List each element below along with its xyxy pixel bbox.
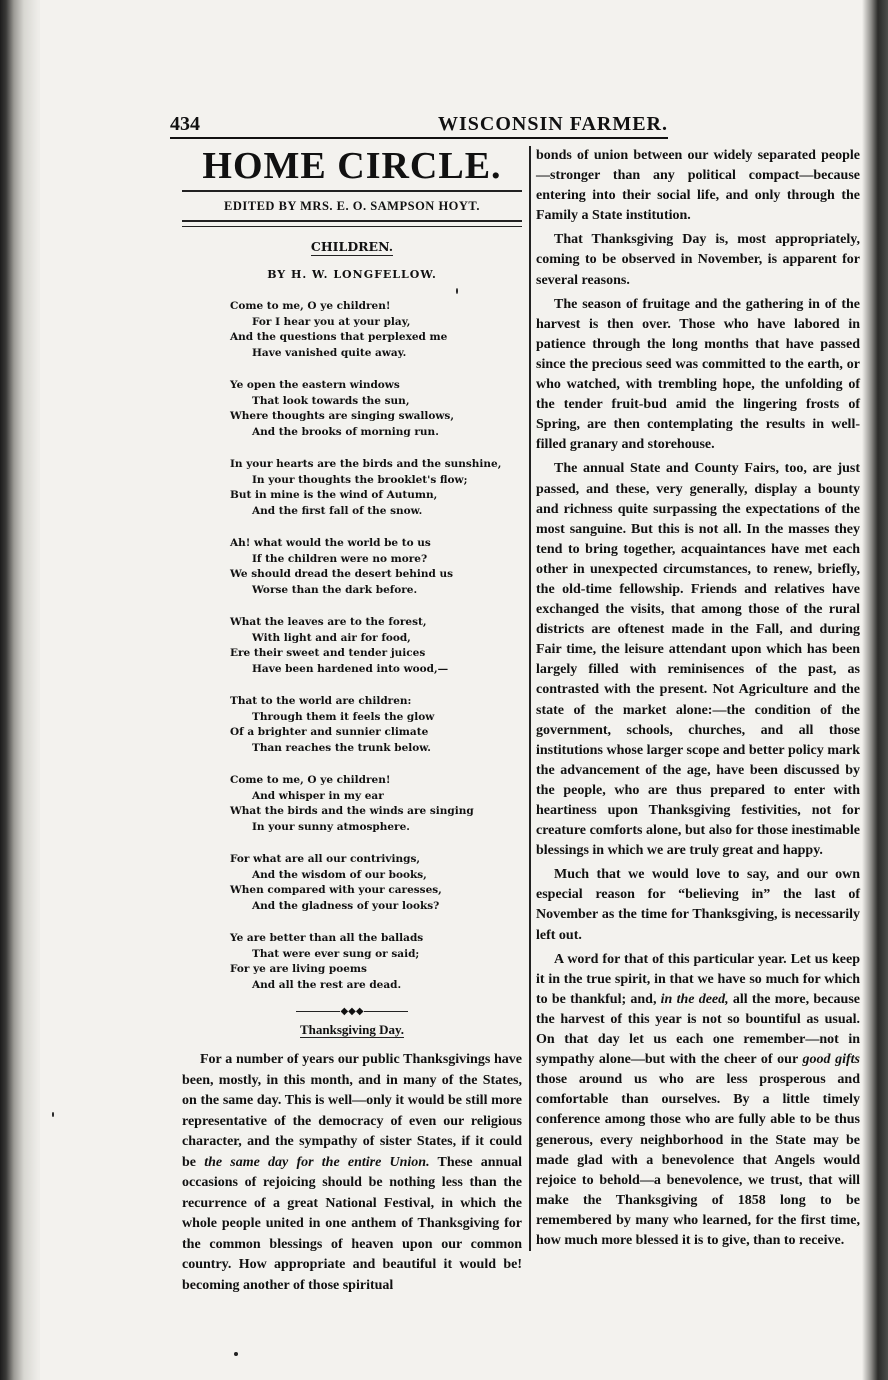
- poem-line: Of a brighter and sunnier climate: [230, 726, 429, 738]
- poem-line: What the birds and the winds are singing: [230, 805, 474, 817]
- poem-line: And the brooks of morning run.: [252, 425, 439, 438]
- poem-line: That look towards the sun,: [252, 394, 410, 407]
- article-paragraph: That Thanksgiving Day is, most appropriately, coming to be observed in November, is apparent for several reasons.: [536, 232, 860, 288]
- book-binding-edge: [0, 0, 40, 1380]
- poem-line: In your thoughts the brooklet's flow;: [252, 473, 468, 486]
- poem-line: And the first fall of the snow.: [252, 504, 423, 517]
- poem-line: That were ever sung or said;: [252, 947, 420, 960]
- editor-rule: [182, 220, 522, 222]
- poem-line: And the questions that perplexed me: [230, 331, 448, 343]
- section-editor: EDITED BY MRS. E. O. SAMPSON HOYT.: [224, 199, 480, 213]
- poem-line: Ye open the eastern windows: [230, 379, 400, 391]
- poem-stanza: [230, 852, 522, 914]
- poem-stanza: [230, 536, 522, 598]
- poem-line: Ye are better than all the ballads: [230, 932, 424, 944]
- article-paragraph: Much that we would love to say, and our own especial reason for “believing in” the last of November as the time for Thanksgiving, is necessarily left out.: [536, 867, 860, 943]
- poem-line: That to the world are children:: [230, 695, 412, 707]
- poem-stanza: [230, 299, 522, 361]
- poem-line: Have been hardened into wood,—: [252, 662, 449, 675]
- poem-line: Come to me, O ye children!: [230, 774, 391, 786]
- emphasis-text: the same day for the entire Union.: [204, 1154, 430, 1170]
- article-paragraph: The annual State and County Fairs, too, are just passed, and these, very generally, display a bounty and richness quite surpassing the expectations of the most sanguine. But this is not all. In the masses they tend to bring together, acquaintances have met each other in unexpected circumstances, to renew, briefly, the old-time fellowship. Friends and relatives have exchanged the visits, that among those of the rural districts are oftenest made in the Fall, and during Fair time, the leisure attendant upon which has been largely filled with reminisences of the past, as contrasted with the present. Not Agriculture and the state of the market alone:—the condition of the government, schools, churches, and all those institutions whose larger scope and better policy mark the advancement of the age, have been discussed by the people, who are thus prepared to enter with heartiness upon Thanksgiving festivities, not for creature comforts alone, but also for those inestimable blessings in which we are truly great and happy.: [536, 461, 860, 859]
- poem-stanza: [230, 378, 522, 440]
- poem-line: If the children were no more?: [252, 552, 428, 565]
- poem-line: Through them it feels the glow: [252, 710, 435, 723]
- left-column: [182, 146, 522, 1296]
- poem-line: For what are all our contrivings,: [230, 853, 421, 865]
- section-divider: [182, 1006, 522, 1017]
- poem-stanza: [230, 773, 522, 835]
- poem-line: In your sunny atmosphere.: [252, 820, 410, 833]
- poem-stanza: [230, 615, 522, 677]
- right-column: [536, 146, 860, 1251]
- poem-line: And all the rest are dead.: [252, 978, 402, 991]
- page-fold-shadow: [862, 0, 888, 1380]
- poem-line: Ah! what would the world be to us: [230, 537, 431, 549]
- article-title: Thanksgiving Day.: [299, 1022, 405, 1037]
- article-paragraph: For a number of years our public Thanksgivings have been, mostly, in this month, and in many of the States, on the same day. This is well—only it would be still more representative of the democracy of even our religious character, and the sympathy of sister States, if it could be the same day for the entire Union. These annual occasions of rejoicing should be nothing less than the recurrence of a great National Festival, in which the whole people united in one anthem of Thanksgiving for the common blessings of heaven upon our common country. How appropriate and beautiful it would be! becoming another of those spiritual: [182, 1052, 522, 1293]
- poem-line: For I hear you at your play,: [252, 315, 411, 328]
- poem-title: CHILDREN.: [310, 239, 394, 254]
- emphasis-text: in the deed,: [660, 991, 729, 1007]
- page-number: 434: [170, 113, 200, 135]
- poem-line: Worse than the dark before.: [252, 583, 418, 596]
- poem-line: And the gladness of your looks?: [252, 899, 440, 912]
- ink-speck: [456, 288, 458, 294]
- poem-body: [182, 299, 522, 993]
- poem-line: For ye are living poems: [230, 963, 367, 975]
- poem-stanza: [230, 931, 522, 993]
- ink-speck: [234, 1352, 238, 1356]
- poem-line: In your hearts are the birds and the sunshine,: [230, 458, 502, 470]
- poem-stanza: [230, 457, 522, 519]
- poem-line: Ere their sweet and tender juices: [230, 647, 426, 659]
- divider-ornament: ◆◆◆: [340, 1006, 364, 1017]
- title-rule: [182, 190, 522, 192]
- running-header: [170, 113, 668, 139]
- article-paragraph: The season of fruitage and the gathering in of the harvest is then over. Those who have labored in patience through the long months that have passed since the precious seed was committed to the earth, or who watched, with trembling hope, the unfolding of the tender fruit-bud amid the lingering frosts of Spring, are then contemplating the results in well-filled granary and storehouse.: [536, 296, 860, 453]
- editor-rule-thin: [182, 226, 522, 227]
- poem-line: With light and air for food,: [252, 631, 411, 644]
- poem-line: We should dread the desert behind us: [230, 568, 454, 580]
- article-paragraph: bonds of union between our widely separated people—stronger than any political compact—because entering into their social life, and only through the Family a State institution.: [536, 148, 860, 224]
- poem-line: But in mine is the wind of Autumn,: [230, 489, 438, 501]
- section-title: HOME CIRCLE.: [202, 145, 502, 187]
- poem-author: BY H. W. LONGFELLOW.: [267, 268, 437, 281]
- ink-speck: [52, 1112, 54, 1117]
- poem-line: Than reaches the trunk below.: [252, 741, 431, 754]
- poem-line: What the leaves are to the forest,: [230, 616, 427, 628]
- poem-line: Come to me, O ye children!: [230, 300, 391, 312]
- poem-line: And whisper in my ear: [252, 789, 384, 802]
- poem-line: And the wisdom of our books,: [252, 868, 427, 881]
- journal-title: WISCONSIN FARMER.: [438, 113, 668, 135]
- poem-stanza: [230, 694, 522, 756]
- poem-line: When compared with your caresses,: [230, 884, 442, 896]
- emphasis-text: good gifts: [802, 1052, 860, 1068]
- article-paragraph: A word for that of this particular year. Let us keep it in the true spirit, in that we have so much for which to be thankful; and, in the deed, all the more, because the harvest of this year is not so bountiful as usual. On that day let us each one remember—not in sympathy alone—but with the cheer of our good gifts those around us who are less prosperous and comfortable than ourselves. By a little timely conference among those who are fully able to be thus generous, every neighborhood in the State may be made glad with a benevolence that Angels would rejoice to behold—a benevolence, we trust, that will make the Thanksgiving of 1858 long to be remembered by many who learned, for the first time, how much more blessed it is to give, than to receive.: [536, 951, 860, 1248]
- poem-line: Have vanished quite away.: [252, 346, 407, 359]
- column-divider: [529, 146, 531, 1251]
- poem-line: Where thoughts are singing swallows,: [230, 410, 454, 422]
